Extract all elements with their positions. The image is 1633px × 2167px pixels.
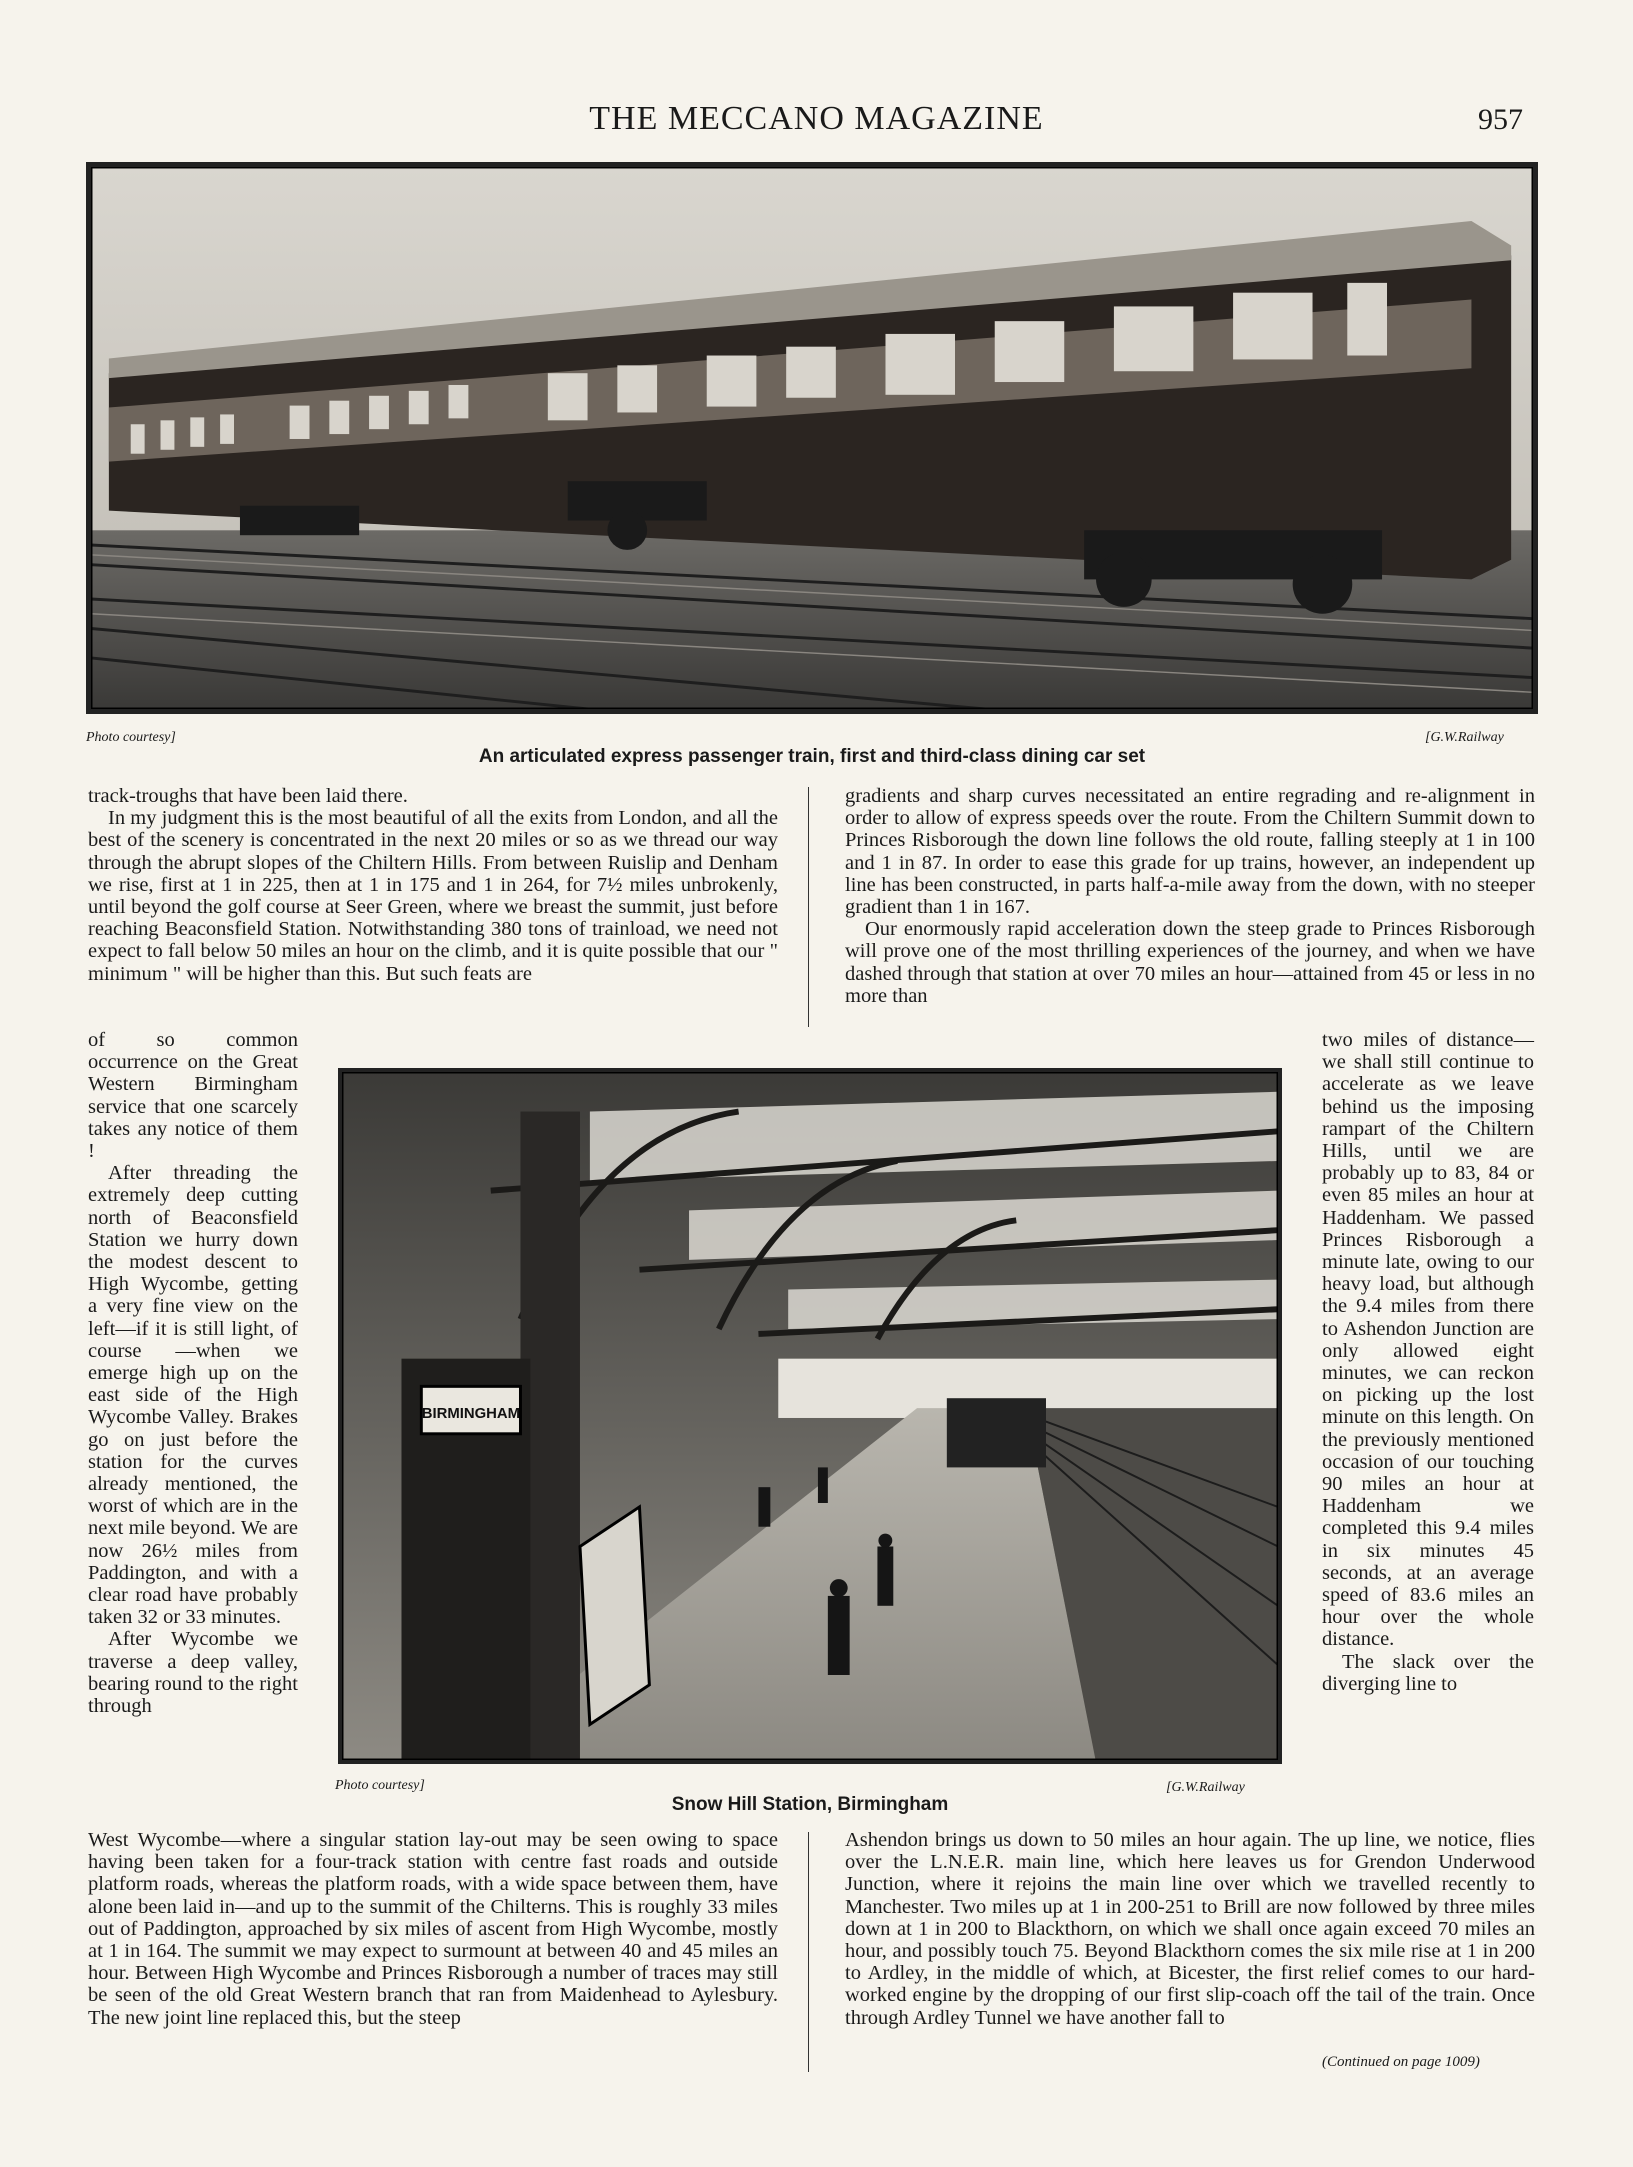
figure1-credit-left: Photo courtesy]: [86, 730, 176, 745]
figure2-credit-right: [G.W.Railway: [1166, 1780, 1245, 1795]
left-column-narrow: [88, 1029, 298, 1717]
paragraph: two miles of distance—we shall still continue to accelerate as we leave behind us the imposing rampart of the Chiltern Hills, until we are probably up to 83, 84 or even 85 miles an hour at Haddenham. We passed Princes Risborough a minute late, owing to our heavy load, but although the 9.4 miles from there to Ashendon Junction are only allowed eight minutes, we can reckon on picking up the lost minute on this length. On the previously mentioned occasion of our touching 90 miles an hour at Haddenham we completed this 9.4 miles in six minutes 45 seconds, at an average speed of 83.6 miles an hour over the whole distance.: [1322, 1029, 1534, 1651]
paragraph: The slack over the diverging line to: [1322, 1650, 1534, 1695]
right-column-narrow: [1322, 1029, 1534, 1695]
figure2-credit-left: Photo courtesy]: [335, 1778, 425, 1793]
page-number: 957: [1478, 103, 1523, 136]
paragraph: track-troughs that have been laid there.: [88, 785, 408, 807]
paragraph: West Wycombe—where a singular station lay-out may be seen owing to space having been taken for a four-track station with centre fast roads and outside platform roads, whereas the platform roads, with a wide space between them, have alone been laid in—and up to the summit of the Chilterns. This is roughly 33 miles out of Paddington, approached by six miles of ascent from High Wycombe, mostly at 1 in 164. The summit we may expect to surmount at between 40 and 45 miles an hour. Between High Wycombe and Princes Risborough a number of traces may still be seen of the old Great Western branch that ran from Maidenhead to Aylesbury. The new joint line replaced this, but the steep: [88, 1829, 778, 2029]
right-column-top: [845, 785, 1535, 1007]
figure1-caption: An articulated express passenger train, first and third-class dining car set: [478, 746, 1146, 767]
paragraph: In my judgment this is the most beautiful of all the exits from London, and all the best of the scenery is concentrated in the next 20 miles or so as we thread our way through the abrupt slopes of the Chiltern Hills. From between Ruislip and Denham we rise, first at 1 in 225, then at 1 in 175 and 1 in 264, for 7½ miles unbrokenly, until beyond the golf course at Seer Green, where we breast the summit, just before reaching Beaconsfield Station. Notwithstanding 380 tons of trainload, we need not expect to fall below 50 miles an hour on the climb, and it is quite possible that our " minimum " will be higher than this. But such feats are: [88, 807, 778, 985]
magazine-title: THE MECCANO MAGAZINE: [589, 100, 1044, 137]
column-rule-bottom: [808, 1832, 809, 2072]
train-photo: [86, 162, 1538, 714]
column-rule-top: [808, 787, 809, 1027]
continued-note: (Continued on page 1009): [1322, 2054, 1480, 2070]
station-photo: [338, 1068, 1282, 1764]
paragraph: Ashendon brings us down to 50 miles an hour again. The up line, we notice, flies over the L.N.E.R. main line, which here leaves us for Grendon Underwood Junction, where it rejoins the main line over which we travelled recently to Manchester. Two miles up at 1 in 200-251 to Brill are now followed by three miles down at 1 in 200 to Blackthorn, on which we shall once again exceed 70 miles an hour, and possibly touch 75. Beyond Blackthorn comes the six mile rise at 1 in 200 to Ardley, in the middle of which, at Bicester, the first relief comes to our hard-worked engine by the dropping of our first slip-coach off the tail of the train. Once through Ardley Tunnel we have another fall to: [845, 1829, 1535, 2029]
right-column-bottom: [845, 1829, 1535, 2029]
paragraph: After threading the extremely deep cutting north of Beaconsfield Station we hurry down the modest descent to High Wycombe, getting a very fine view on the left—if it is still light, of course —when we emerge high up on the east side of the High Wycombe Valley. Brakes go on just before the station for the curves already mentioned, the worst of which are in the next mile beyond. We are now 26½ miles from Paddington, and with a clear road have probably taken 32 or 33 minutes.: [88, 1162, 298, 1629]
left-column-top: [88, 785, 778, 985]
paragraph: After Wycombe we traverse a deep valley, bearing round to the right through: [88, 1628, 298, 1718]
station-sign-text: BIRMINGHAM: [421, 1405, 521, 1422]
paragraph: gradients and sharp curves necessitated an entire regrading and re-alignment in order to allow of express speeds over the route. From the Chiltern Summit down to Princes Risborough the down line follows the old route, falling steeply at 1 in 100 and 1 in 87. In order to ease this grade for up trains, however, an independent up line has been constructed, in parts half-a-mile away from the down, with no steeper gradient than 1 in 167.: [845, 785, 1535, 919]
left-column-bottom: [88, 1829, 778, 2029]
figure2-caption: Snow Hill Station, Birmingham: [671, 1794, 949, 1815]
paragraph: Our enormously rapid acceleration down the steep grade to Princes Risborough will prove one of the most thrilling experiences of the journey, and when we have dashed through that station at over 70 miles an hour—attained from 45 or less in no more than: [845, 918, 1535, 1007]
figure1-credit-right: [G.W.Railway: [1425, 730, 1504, 745]
paragraph: of so common occurrence on the Great Western Birmingham service that one scarcely takes any notice of them !: [88, 1029, 298, 1163]
